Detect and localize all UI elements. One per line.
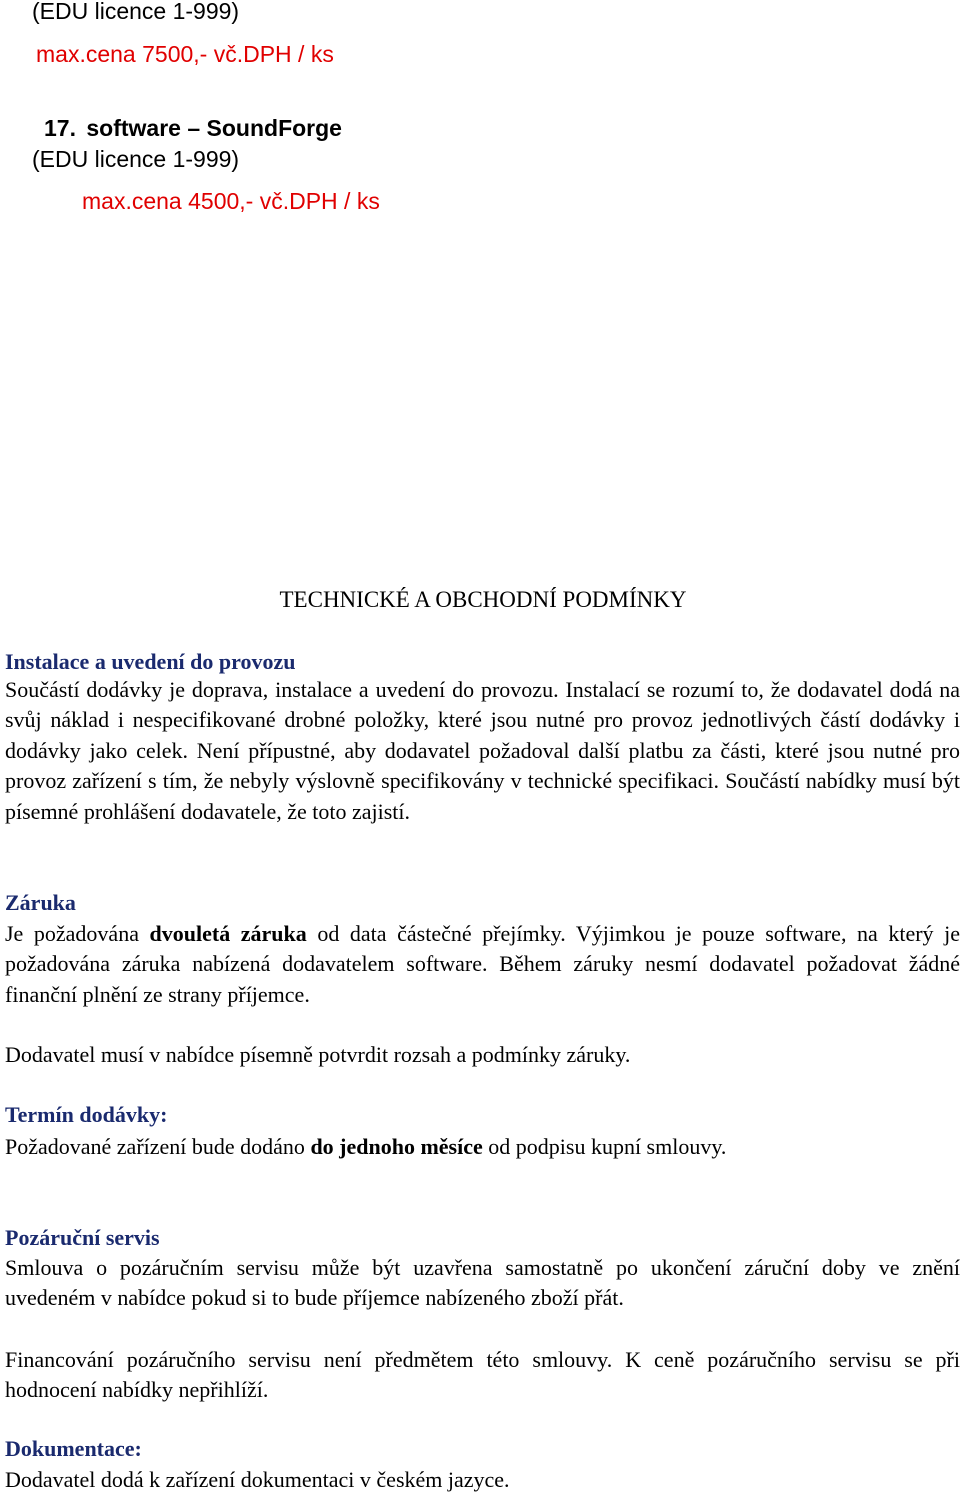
- warranty-text-1: Je požadována: [5, 921, 150, 946]
- warranty-bold: dvouletá záruka: [149, 921, 307, 946]
- warranty-paragraph: [5, 919, 960, 1010]
- previous-item-price: max.cena 7500,- vč.DPH / ks: [36, 41, 334, 67]
- service-paragraph-2: Financování pozáručního servisu není předmětem této smlouvy. K ceně pozáručního servisu se při hodnocení nabídky nepřihlíží.: [5, 1347, 960, 1403]
- delivery-bold: do jednoho měsíce: [310, 1134, 483, 1159]
- item-17-licence: (EDU licence 1-999): [32, 146, 240, 172]
- installation-text-4: Součástí nabídky musí být písemné prohlášení dodavatele, že toto zajistí.: [5, 768, 960, 824]
- documentation-paragraph: Dodavatel dodá k zařízení dokumentaci v českém jazyce.: [5, 1467, 510, 1492]
- warranty-text-2: od data částečné přejímky. Výjimkou je pouze software, na který je požadována záruka nabízená dodavatelem software. Během záruky nesmí dodavatel požadovat žádné finanční plnění ze strany příjemce.: [5, 921, 960, 1007]
- documentation-heading: Dokumentace:: [5, 1436, 142, 1461]
- delivery-paragraph: [5, 1132, 960, 1162]
- item-17-price: max.cena 4500,- vč.DPH / ks: [82, 188, 380, 214]
- item-17-number: 17.: [44, 115, 76, 141]
- warranty-heading: Záruka: [5, 890, 76, 915]
- item-17-title: software – SoundForge: [86, 115, 342, 141]
- item-17-heading: [44, 114, 342, 142]
- installation-paragraph: [5, 675, 960, 827]
- delivery-text-2: od podpisu kupní smlouvy.: [482, 1134, 727, 1159]
- installation-text-1: Součástí dodávky je doprava, instalace a uvedení do provozu.: [5, 677, 559, 702]
- delivery-heading: Termín dodávky:: [5, 1102, 168, 1127]
- installation-text-3: Není přípustné, aby dodavatel požadoval další platbu za části, které jsou nutné pro provoz zařízení s tím, že nebyly výslovně specifikovány v technické specifikaci.: [5, 737, 960, 794]
- warranty-confirmation: Dodavatel musí v nabídce písemně potvrdit rozsah a podmínky záruky.: [5, 1042, 631, 1067]
- installation-text-2: Instalací se rozumí to, že dodavatel dodá na svůj náklad i nespecifikované drobné položky, které jsou nutné pro provoz jednotlivých částí dodávky i dodávky jako celek.: [5, 677, 960, 763]
- service-paragraph-1: Smlouva o pozáručním servisu může být uzavřena samostatně po ukončení záruční doby ve znění uvedeném v nabídce pokud si to bude příjemce nabízeného zboží přát.: [5, 1255, 960, 1311]
- installation-heading: Instalace a uvedení do provozu: [5, 649, 296, 674]
- delivery-text-1: Požadované zařízení bude dodáno: [5, 1134, 311, 1159]
- service-heading: Pozáruční servis: [5, 1225, 160, 1250]
- page-title: TECHNICKÉ A OBCHODNÍ PODMÍNKY: [279, 587, 687, 612]
- previous-item-licence: (EDU licence 1-999): [32, 0, 240, 24]
